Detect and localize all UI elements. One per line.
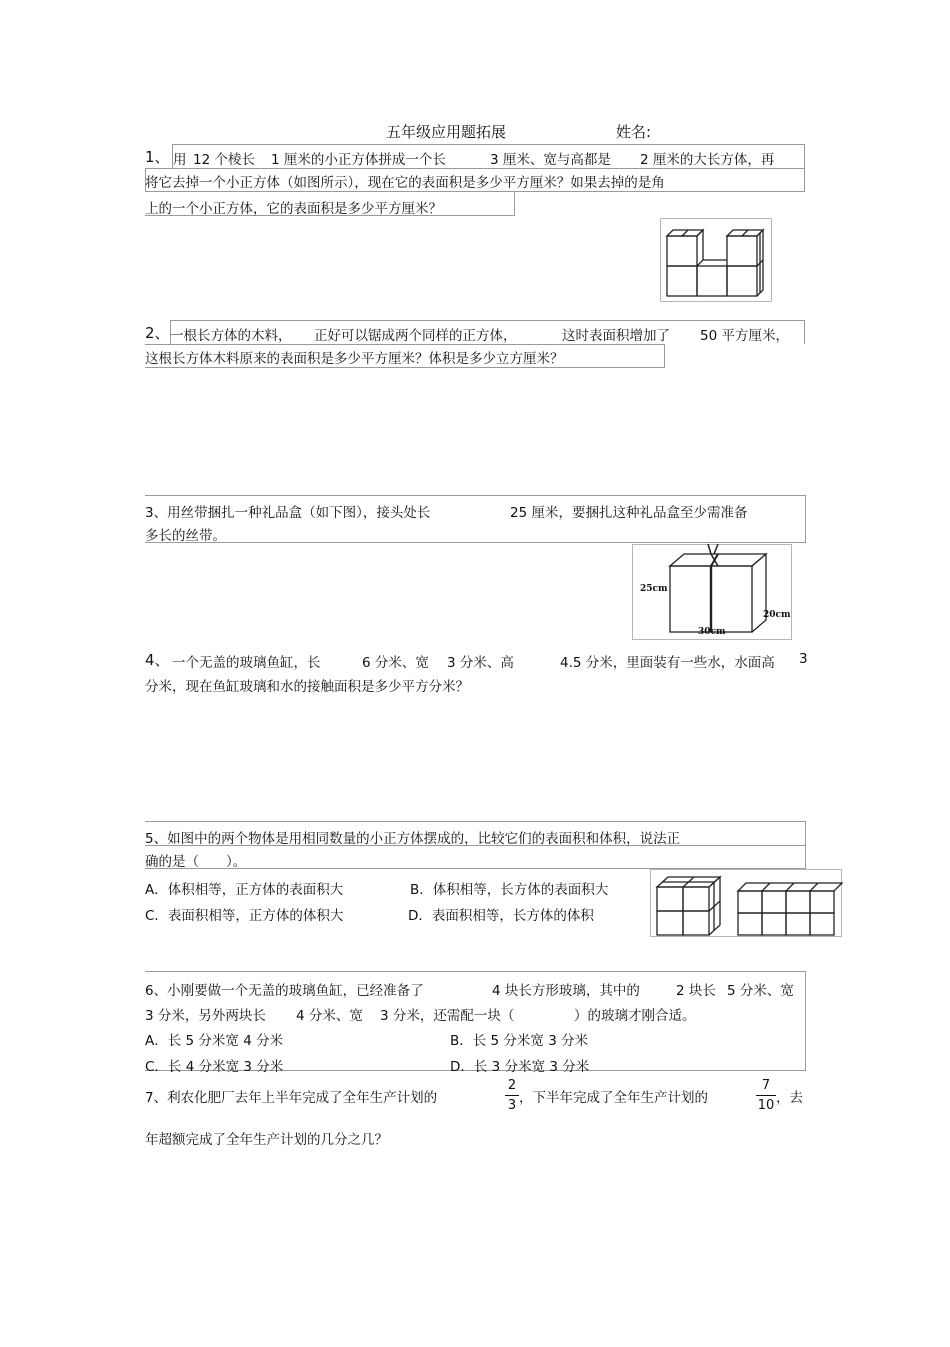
q2-text: 50 平方厘米， [700, 328, 789, 344]
q7-frac1-den: 3 [507, 1098, 517, 1113]
q4-text: 一个无盖的玻璃鱼缸，长 [172, 655, 321, 671]
q1-text: 用 [173, 152, 187, 168]
q7-text: 7、利农化肥厂去年上半年完成了全年生产计划的 [145, 1090, 438, 1106]
q2-text: 一根长方体的木料， [170, 328, 292, 344]
q3-depth-label: 20cm [763, 610, 791, 620]
q1-text: 1 厘米的小正方体拼成一个长 [271, 152, 446, 168]
q7-fraction-second-half [756, 1079, 776, 1112]
q5-option-a: A．体积相等，正方体的表面积大 [145, 882, 344, 898]
q4-number: 4、 [145, 651, 170, 669]
q3-height-label: 25cm [640, 584, 668, 594]
q6-text: 4 块长方形玻璃，其中的 [492, 983, 640, 999]
q6-option-d: D．长 3 分米宽 3 分米 [450, 1059, 590, 1075]
q2-number: 2、 [145, 324, 170, 342]
q3-width-label: 30cm [698, 627, 726, 637]
q5-text: 5、如图中的两个物体是用相同数量的小正方体摆成的，比较它们的表面积和体积，说法正 [145, 831, 681, 847]
q6-text: 3 分米，还需配一块（ [380, 1008, 515, 1024]
q5-option-d: D．表面积相等，长方体的体积 [408, 908, 594, 924]
q3-text: 25 厘米，要捆扎这种礼品盒至少需准备 [510, 505, 748, 521]
q7-frac2-num: 7 [761, 1078, 771, 1093]
q1-cube-figure [660, 218, 772, 302]
q6-option-c: C．长 4 分米宽 3 分米 [145, 1059, 284, 1075]
q2-text: 正好可以锯成两个同样的正方体， [314, 328, 517, 344]
q2-text: 这根长方体木料原来的表面积是多少平方厘米？体积是多少立方厘米？ [145, 351, 564, 367]
q4-text: 3 分米、高 [447, 655, 514, 671]
q6-text: 2 块长 [676, 983, 716, 999]
q4-text: 6 分米、宽 [362, 655, 429, 671]
q1-text: 将它去掉一个小正方体（如图所示），现在它的表面积是多少平方厘米？如果去掉的是角 [145, 175, 665, 191]
q7-text: ，去 [776, 1090, 803, 1106]
q4-text: 分米，现在鱼缸玻璃和水的接触面积是多少平方分米？ [145, 679, 469, 695]
q6-option-a: A．长 5 分米宽 4 分米 [145, 1033, 284, 1049]
q3-text: 3、用丝带捆扎一种礼品盒（如下图），接头处长 [145, 505, 431, 521]
q6-text: 5 分米、宽 [727, 983, 794, 999]
q1-text: 2 厘米的大长方体，再 [640, 152, 775, 168]
q7-text: ，下半年完成了全年生产计划的 [519, 1090, 708, 1106]
q6-text: ）的玻璃才刚合适。 [574, 1008, 696, 1024]
name-label: 姓名: [616, 123, 652, 141]
q2-text: 这时表面积增加了 [562, 328, 670, 344]
q7-text: 年超额完成了全年生产计划的几分之几？ [145, 1132, 388, 1148]
q5-option-b: B．体积相等，长方体的表面积大 [410, 882, 609, 898]
q4-text: 4.5 分米，里面装有一些水，水面高 [560, 655, 775, 671]
q7-fraction-first-half [505, 1079, 519, 1112]
q1-number: 1、 [145, 148, 170, 166]
q6-option-b: B．长 5 分米宽 3 分米 [450, 1033, 589, 1049]
fraction-bar [756, 1095, 776, 1096]
q6-text: 4 分米、宽 [296, 1008, 363, 1024]
q6-text: 6、小刚要做一个无盖的玻璃鱼缸，已经准备了 [145, 983, 424, 999]
q6-text: 3 分米，另外两块长 [145, 1008, 266, 1024]
q1-text: 上的一个小正方体，它的表面积是多少平方厘米？ [145, 201, 442, 217]
q4-text: 3 [799, 651, 808, 667]
page-title: 五年级应用题拓展 [386, 123, 507, 141]
q5-shapes-figure [650, 869, 842, 937]
q7-frac1-num: 2 [507, 1078, 517, 1093]
fraction-bar [505, 1095, 519, 1096]
q7-frac2-den: 10 [757, 1098, 775, 1113]
q1-text: 3 厘米、宽与高都是 [490, 152, 611, 168]
q3-text: 多长的丝带。 [145, 528, 226, 544]
q1-text: 12 个棱长 [193, 152, 255, 168]
q5-option-c: C．表面积相等，正方体的体积大 [145, 908, 344, 924]
q5-text: 确的是（ ）。 [145, 854, 247, 870]
